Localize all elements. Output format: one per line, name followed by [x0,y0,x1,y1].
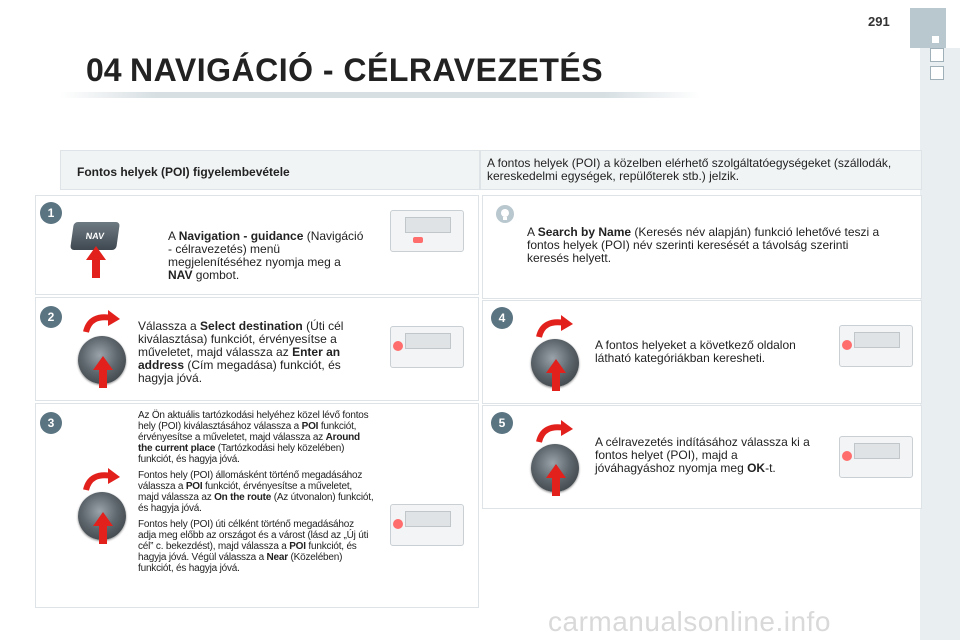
red-arrow-icon [546,464,566,478]
rotate-arrow-icon [535,315,575,341]
step-3-para-3: Fontos hely (POI) úti célként történő megadásához adja meg előbb az országot és a várost (lásd az „Új úti cél” c. bekezdést), majd válassza a POI funkciót, és hagyja jóvá. Végül válassza a Near (Közelében) funkciót, és hagyja jóvá. [138,519,369,574]
step-badge: 4 [491,307,513,329]
radio-unit-illustration [390,326,464,368]
lightbulb-icon [493,202,517,226]
nav-button-illustration: NAV [70,222,120,250]
step-4-panel [482,300,922,404]
rotate-arrow-icon [82,468,122,494]
red-arrow-icon [86,246,106,260]
intro-text-panel [480,150,922,190]
step-3-panel [35,403,479,608]
step-2-panel [35,297,479,401]
red-arrow-stem [99,370,107,388]
side-boxes [930,48,944,84]
radio-unit-illustration [390,504,464,546]
step-5-text: A célravezetés indításához válassza ki a fontos helyet (POI), majd a jóváhagyáshoz nyomja meg OK-t. [595,435,810,475]
page-number: 291 [868,14,890,29]
red-arrow-icon [93,512,113,526]
tip-panel [482,195,922,299]
intro-heading: Fontos helyek (POI) figyelembevétele [77,165,290,179]
step-1-text: A Navigation - guidance (Navigáció - célravezetés) menü megjelenítéséhez nyomja meg a NAV gombot. [168,229,364,282]
page-title: NAVIGÁCIÓ - CÉLRAVEZETÉS [130,52,604,88]
red-arrow-stem [99,526,107,544]
step-2-text: Válassza a Select destination (Úti cél kiválasztása) funkciót, érvényesítse a műveletet, majd válassza az Enter an address (Cím megadása) funkciót, és hagyja jóvá. [138,319,344,385]
step-3-para-1: Az Ön aktuális tartózkodási helyéhez közel lévő fontos hely (POI) kiválasztásához válassza a POI funkciót, érvényesítse a műveletet, majd válassza az Around the current place (Tartózkodási hely közelében) funkciót, és hagyja jóvá. [138,410,369,465]
watermark: carmanualsonline.info [548,606,831,637]
side-strip [920,48,960,640]
rotate-arrow-icon [535,420,575,446]
radio-unit-illustration [839,325,913,367]
step-4-text: A fontos helyeket a következő oldalon látható kategóriákban keresheti. [595,338,796,365]
corner-tab [910,8,946,48]
red-arrow-stem [552,478,560,496]
tip-text: A Search by Name (Keresés név alapján) funkció lehetővé teszi a fontos helyek (POI) név szerinti keresését a távolság szerinti keresés helyett. [527,225,880,265]
step-badge: 2 [40,306,62,328]
radio-unit-illustration [839,436,913,478]
step-5-panel [482,405,922,509]
radio-unit-illustration [390,210,464,252]
red-arrow-stem [92,260,100,278]
red-arrow-icon [93,356,113,370]
step-1-panel [35,195,479,295]
chapter-number: 04 [86,52,122,88]
step-badge: 1 [40,202,62,224]
step-badge: 5 [491,412,513,434]
rotate-arrow-icon [82,310,122,336]
step-3-text [138,410,374,574]
step-badge: 3 [40,412,62,434]
step-3-para-2: Fontos hely (POI) állomásként történő megadásához válassza a POI funkciót, érvényesítse a műveletet, majd válassza az On the route (Az útvonalon) funkciót, és hagyja jóvá. [138,470,374,514]
red-arrow-icon [546,359,566,373]
red-arrow-stem [552,373,560,391]
intro-text: A fontos helyek (POI) a közelben elérhető szolgáltatóegységeket (szállodák, kereskedelmi egységek, repülőterek stb.) jelzik. [487,156,892,183]
title-underline [60,92,700,98]
intro-heading-panel [60,150,480,190]
